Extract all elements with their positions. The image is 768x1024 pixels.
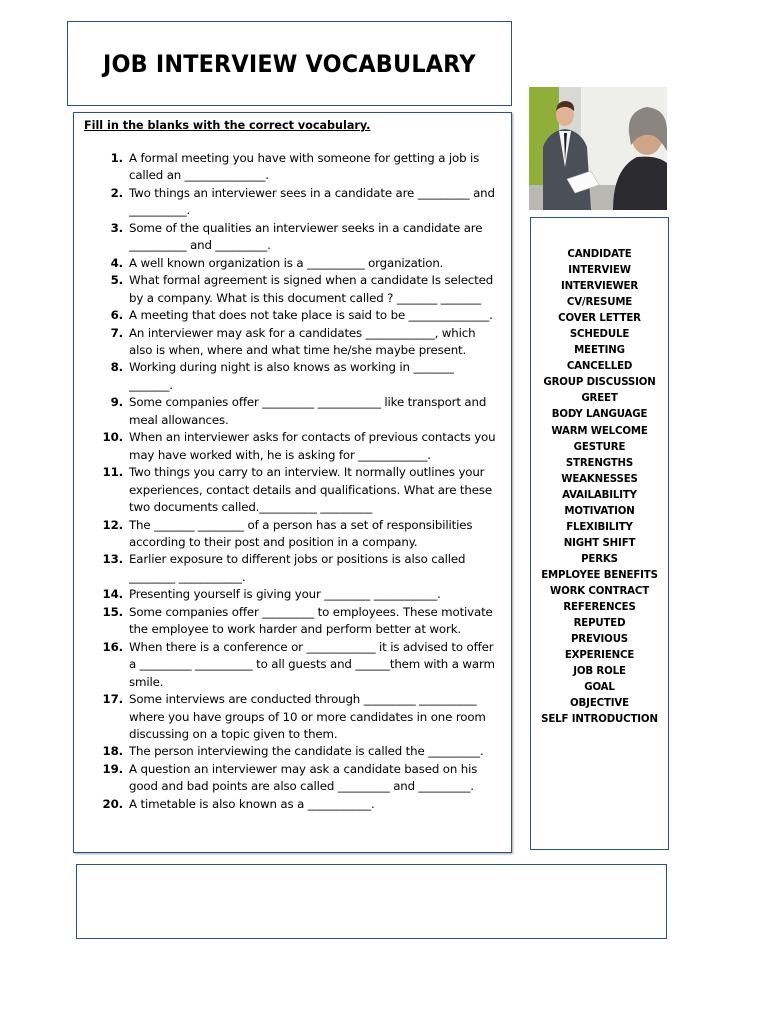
question-number: 18. xyxy=(102,744,123,759)
interview-photo-icon xyxy=(529,87,667,210)
vocabulary-word: STRENGTHS xyxy=(565,457,634,469)
vocabulary-word: INTERVIEWER xyxy=(560,281,639,293)
question-text: What formal agreement is signed when a candidate Is selected by a company. What is this document called ? _______ _______ xyxy=(129,273,494,305)
question-item xyxy=(84,150,501,185)
questions-list xyxy=(84,150,501,813)
vocabulary-word: REFERENCES xyxy=(563,602,636,614)
question-text: Some companies offer _________ to employees. These motivate the employee to work harder and perform better at work. xyxy=(129,604,493,637)
vocabulary-panel xyxy=(530,217,669,850)
question-item xyxy=(84,307,501,324)
vocabulary-word: REPUTED xyxy=(573,618,626,630)
question-text: Two things an interviewer sees in a candidate are _________ and __________. xyxy=(129,185,495,218)
question-text: Some interviews are conducted through _________ __________ where you have groups of 10 or more candidates in one room discussing on a topic given to them. xyxy=(129,692,486,741)
questions-panel xyxy=(73,112,512,853)
vocabulary-word: AVAILABILITY xyxy=(562,489,637,501)
vocabulary-word: BODY LANGUAGE xyxy=(551,409,648,421)
question-item xyxy=(84,796,501,813)
vocabulary-word: MOTIVATION xyxy=(564,505,635,517)
question-item xyxy=(84,551,501,586)
vocabulary-word: MEETING xyxy=(574,345,625,357)
question-text: Presenting yourself is giving your ________ ___________. xyxy=(129,587,441,602)
vocabulary-word: CANCELLED xyxy=(566,361,633,373)
question-item xyxy=(84,604,501,639)
question-number: 12. xyxy=(102,517,123,532)
vocabulary-word: PREVIOUS xyxy=(570,634,628,646)
answer-box xyxy=(76,864,667,939)
question-item xyxy=(84,220,501,255)
question-item xyxy=(84,761,501,796)
vocabulary-word: SELF INTRODUCTION xyxy=(541,714,658,726)
question-number: 6. xyxy=(110,308,123,323)
question-item xyxy=(84,586,501,603)
question-number: 9. xyxy=(110,395,123,410)
vocabulary-word: EXPERIENCE xyxy=(564,650,635,662)
question-item xyxy=(84,691,501,743)
vocabulary-word: OBJECTIVE xyxy=(570,698,629,710)
vocabulary-word: WEAKNESSES xyxy=(561,473,638,485)
question-text: A formal meeting you have with someone for getting a job is called an ______________. xyxy=(129,151,480,183)
vocabulary-word: NIGHT SHIFT xyxy=(563,537,636,549)
vocabulary-word: COVER LETTER xyxy=(558,313,641,325)
question-number: 3. xyxy=(110,220,123,235)
vocabulary-word: PERKS xyxy=(581,553,618,565)
title-box xyxy=(67,21,512,106)
vocabulary-word: GOAL xyxy=(584,682,615,694)
question-text: A well known organization is a __________ organization. xyxy=(129,255,444,270)
question-item xyxy=(84,639,501,691)
question-number: 20. xyxy=(102,796,123,811)
vocabulary-word: GROUP DISCUSSION xyxy=(543,377,656,389)
vocabulary-word: EMPLOYEE BENEFITS xyxy=(541,569,658,581)
question-text: Some of the qualities an interviewer seeks in a candidate are __________ and _________. xyxy=(129,220,483,253)
vocabulary-word: INTERVIEW xyxy=(568,265,631,277)
page-title: JOB INTERVIEW VOCABULARY xyxy=(103,49,476,78)
question-item xyxy=(84,359,501,394)
vocabulary-word: CANDIDATE xyxy=(567,249,632,260)
question-text: An interviewer may ask for a candidates ____________, which also is when, where and what time he/she maybe present. xyxy=(129,325,476,357)
question-number: 11. xyxy=(102,465,123,480)
vocabulary-list xyxy=(531,247,668,728)
interview-photo xyxy=(529,87,667,210)
question-text: The _______ ________ of a person has a set of responsibilities according to their post and position in a company. xyxy=(129,517,473,549)
question-text: Working during night is also knows as working in _______ _______. xyxy=(129,360,454,392)
question-item xyxy=(84,429,501,464)
question-text: Some companies offer _________ ___________ like transport and meal allowances. xyxy=(129,395,487,427)
question-item xyxy=(84,464,501,516)
vocabulary-word: GESTURE xyxy=(573,441,626,453)
question-number: 8. xyxy=(110,360,123,375)
question-item xyxy=(84,255,501,272)
question-text: When an interviewer asks for contacts of previous contacts you may have worked with, he is asking for ____________. xyxy=(129,430,496,462)
question-item xyxy=(84,272,501,307)
question-number: 17. xyxy=(102,692,123,707)
question-text: A meeting that does not take place is said to be ______________. xyxy=(129,308,493,323)
vocabulary-word: SCHEDULE xyxy=(569,329,630,341)
question-text: Two things you carry to an interview. It normally outlines your experiences, contact details and qualifications. What are these two documents called.__________ _________ xyxy=(129,465,492,515)
vocabulary-word: WARM WELCOME xyxy=(551,425,648,437)
question-number: 19. xyxy=(102,761,123,776)
question-number: 4. xyxy=(110,255,123,270)
question-text: A question an interviewer may ask a candidate based on his good and bad points are also called _________ and _________. xyxy=(129,761,478,794)
question-number: 13. xyxy=(102,552,123,567)
question-text: When there is a conference or ____________ it is advised to offer a _________ __________ to all guests and ______them with a warm smile. xyxy=(129,639,495,689)
question-number: 14. xyxy=(102,587,123,602)
question-item xyxy=(84,185,501,220)
vocabulary-word: GREET xyxy=(581,393,618,405)
question-item xyxy=(84,325,501,360)
question-item xyxy=(84,517,501,552)
vocabulary-word: FLEXIBILITY xyxy=(566,521,633,533)
question-text: The person interviewing the candidate is called the _________. xyxy=(129,744,484,759)
question-text: A timetable is also known as a ___________. xyxy=(129,796,375,811)
vocabulary-word: JOB ROLE xyxy=(573,666,626,678)
vocabulary-word: CV/RESUME xyxy=(566,297,633,309)
question-number: 5. xyxy=(110,273,123,288)
question-number: 2. xyxy=(110,185,123,200)
question-number: 16. xyxy=(102,639,123,654)
instructions-heading: Fill in the blanks with the correct vocabulary. xyxy=(84,119,371,132)
question-item xyxy=(84,394,501,429)
question-number: 10. xyxy=(102,430,123,445)
vocabulary-word: WORK CONTRACT xyxy=(550,585,649,597)
question-item xyxy=(84,743,501,760)
question-number: 7. xyxy=(110,325,123,340)
question-number: 15. xyxy=(102,604,123,619)
question-number: 1. xyxy=(110,151,123,165)
question-text: Earlier exposure to different jobs or positions is also called ________ ___________. xyxy=(129,552,466,584)
